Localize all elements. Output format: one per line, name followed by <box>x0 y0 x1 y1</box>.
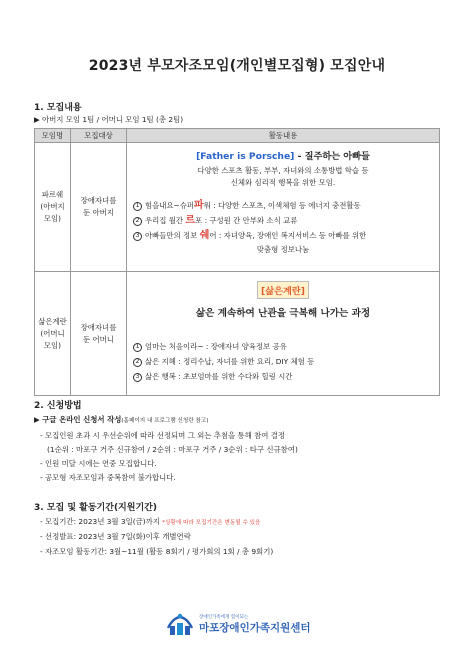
recruit-period-note: *상황에 따라 모집기간은 변동될 수 있음 <box>162 520 261 526</box>
program-title-korean: - 질주하는 아빠들 <box>294 151 370 162</box>
list-item <box>133 200 433 212</box>
application-line: - 모집인원 초과 시 우선순위에 따라 선정되며 그 외는 추첨을 통해 참여 결정 <box>40 431 286 440</box>
group-name-cell <box>35 143 71 272</box>
logo-tagline: 장애인가족에게 힘이되는 <box>199 614 249 620</box>
item-continuation: 맞춤형 정보나눔 <box>256 245 310 254</box>
program-table <box>34 128 440 396</box>
target-line: 둔 아버지 <box>83 208 114 217</box>
table-row <box>35 143 440 272</box>
list-item <box>133 230 433 242</box>
center-logo <box>165 612 311 636</box>
group-name-line: 모임) <box>43 214 62 223</box>
circled-number-icon: 3 <box>133 373 142 382</box>
target-line: 둔 어머니 <box>83 334 114 344</box>
application-line: - 인원 미달 시에는 연중 모집합니다. <box>40 459 157 468</box>
table-header-row <box>35 129 440 143</box>
item-text: 엄마는 처음이라~ : 장애자녀 양육정보 공유 <box>145 342 287 351</box>
program-tag-label: [삶은계란] <box>257 281 309 299</box>
header-activity: 활동내용 <box>127 129 440 143</box>
item-text: 아빠들만의 정보 <box>145 231 200 240</box>
group-name-line: (어머니 <box>40 328 65 338</box>
period-line: - 자조모임 활동기간: 3월~11월 (활동 8회기 / 평가회의 1회 / 총 9회기) <box>40 547 274 556</box>
program-description <box>133 165 433 188</box>
list-item <box>133 356 433 368</box>
program-title <box>133 148 433 162</box>
logo-text <box>199 614 311 635</box>
section3-heading: 3. 모집 및 활동기간(지원기간) <box>34 503 157 513</box>
application-line: (1순위 : 마포구 거주 신규참여 / 2순위 : 마포구 거주 / 3순위 : 타구 신규참여) <box>47 445 298 454</box>
family-logo-icon <box>165 612 195 636</box>
target-cell <box>71 272 127 396</box>
list-item <box>133 371 433 383</box>
application-method-main: ▶ 구글 온라인 신청서 작성 <box>34 415 122 424</box>
section1-summary: ▶ 아버지 모임 1팀 / 어머니 모임 1팀 (총 2팀) <box>34 115 184 124</box>
application-method-note: (홈페이지 내 프로그램 신청란 참고) <box>121 418 209 424</box>
target-cell <box>71 143 127 272</box>
item-highlight: 파 <box>194 200 204 211</box>
item-text: 삶은 지혜 : 정리수납, 자녀를 위한 요리, DIY 체험 등 <box>145 357 315 366</box>
logo-name: 마포장애인가족지원센터 <box>199 621 311 634</box>
program-title-english: [Father is Porsche] <box>196 151 295 162</box>
section1-heading: 1. 모집내용 <box>34 103 82 113</box>
group-name-cell <box>35 272 71 396</box>
circled-number-icon: 1 <box>133 202 142 211</box>
item-text: 삶은 행복 : 초보엄마를 위한 수다와 힐링 시간 <box>145 372 293 381</box>
header-target: 모집대상 <box>71 129 127 143</box>
program-tag <box>133 281 433 299</box>
list-item <box>133 341 433 353</box>
recruit-period: - 모집기간: 2023년 3월 3일(금)까지 <box>40 517 160 526</box>
item-text: 우리집 월간 <box>145 216 186 225</box>
page-title: 2023년 부모자조모임(개인별모집형) 모집안내 <box>88 58 386 74</box>
activity-cell <box>127 272 440 396</box>
circled-number-icon: 2 <box>133 358 142 367</box>
circled-number-icon: 2 <box>133 217 142 226</box>
target-line: 장애자녀를 <box>80 322 117 332</box>
list-item <box>133 215 433 227</box>
item-text: 힘을내요~슈퍼 <box>145 201 195 210</box>
period-line <box>40 516 260 527</box>
circled-number-icon: 1 <box>133 343 142 352</box>
item-highlight: 르 <box>185 215 196 226</box>
description-line: 다양한 스포츠 활동, 부부, 자녀와의 소통방법 학습 등 <box>197 166 369 175</box>
group-name-line: 모임) <box>43 340 62 350</box>
group-name-line: 삶은계란 <box>38 316 67 326</box>
description-line: 신체와 심리적 행복을 위한 모임. <box>230 177 336 187</box>
application-method <box>34 414 209 425</box>
table-row <box>35 272 440 396</box>
group-name-line: 파르쉐 <box>41 190 64 199</box>
target-line: 장애자녀를 <box>80 196 117 205</box>
item-text: 포 : 구성원 간 안부와 소식 교류 <box>195 216 298 225</box>
group-name-line: (아버지 <box>40 202 65 211</box>
header-name: 모임명 <box>35 129 71 143</box>
activity-cell <box>127 143 440 272</box>
period-line: - 선정발표: 2023년 3월 7일(화)이후 개별연락 <box>40 532 191 541</box>
item-text: 워 : 다양한 스포츠, 이색체험 등 에너지 충전활동 <box>203 201 361 210</box>
application-line: - 공모형 자조모임과 중복참여 불가합니다. <box>40 473 176 482</box>
program-subtitle: 삶은 계속하여 난관을 극복해 나가는 과정 <box>195 308 371 319</box>
item-highlight: 쉐 <box>199 230 210 241</box>
activity-list <box>133 341 433 383</box>
circled-number-icon: 3 <box>133 232 142 241</box>
item-text: 어 : 자녀양육, 장애인 복지서비스 등 아빠를 위한 <box>209 231 367 240</box>
section2-heading: 2. 신청방법 <box>34 401 82 411</box>
activity-list <box>133 200 433 256</box>
